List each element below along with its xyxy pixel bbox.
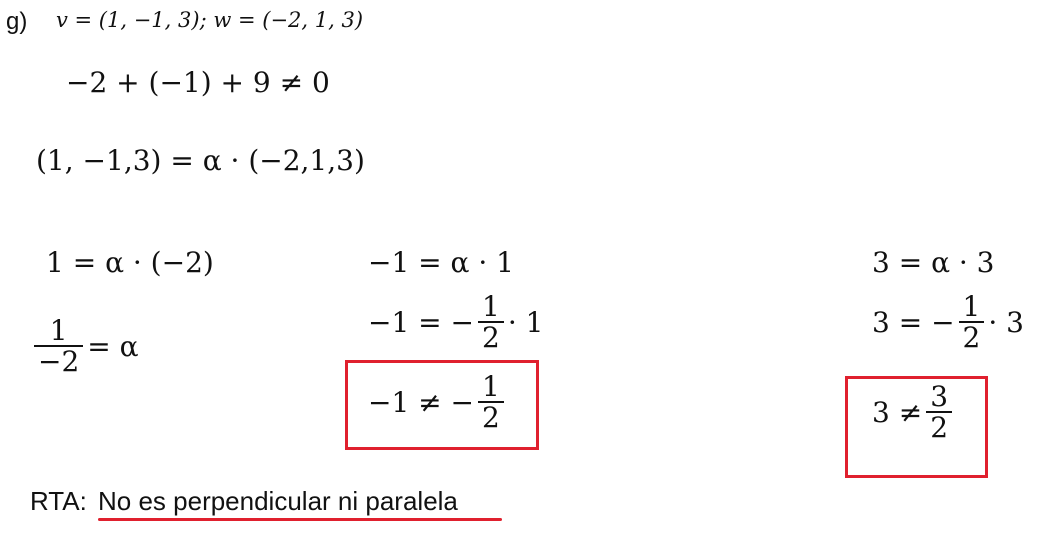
col2-eq3-denominator: 2 [478, 401, 504, 432]
col2-eq2-numerator: 1 [482, 290, 500, 323]
dot-product-equation: −2 + (−1) + 9 ≠ 0 [66, 66, 330, 99]
col3-equation-3 [872, 382, 956, 443]
col1-fraction-numerator: 1 [49, 314, 68, 347]
col2-eq2-denominator: 2 [478, 321, 504, 352]
vectors-definition: v = (1, −1, 3); w = (−2, 1, 3) [56, 8, 364, 32]
answer-text: No es perpendicular ni paralela [98, 486, 458, 516]
col3-eq3-lhs: 3 ≠ [872, 395, 923, 429]
col3-eq3-fraction [926, 382, 952, 443]
col2-eq2-lhs: −1 = − [368, 305, 474, 339]
col1-fraction-denominator: −2 [34, 345, 83, 376]
col1-fraction [34, 316, 83, 377]
col2-eq3-numerator: 1 [482, 370, 500, 403]
answer-underline [98, 518, 502, 521]
col2-eq3-fraction [478, 372, 504, 433]
col2-eq2-rhs: · 1 [507, 305, 544, 339]
col3-eq2-denominator: 2 [959, 321, 985, 352]
col3-equation-1: 3 = α · 3 [872, 246, 995, 279]
col2-eq3-lhs: −1 ≠ − [368, 385, 474, 419]
col3-eq2-fraction [959, 292, 985, 353]
col2-equation-1: −1 = α · 1 [368, 246, 514, 279]
col1-fraction-rhs: = α [87, 329, 139, 363]
item-label: g) [6, 8, 28, 35]
col3-eq3-numerator: 3 [930, 380, 949, 413]
col2-eq2-fraction [478, 292, 504, 353]
col2-equation-2 [368, 292, 543, 353]
parallel-equation: (1, −1,3) = α · (−2,1,3) [36, 144, 365, 177]
col1-fraction-equation [30, 316, 139, 377]
col1-equation-1: 1 = α · (−2) [46, 246, 214, 279]
col3-eq2-numerator: 1 [962, 290, 981, 323]
col3-eq2-rhs: · 3 [988, 305, 1024, 339]
col3-eq2-lhs: 3 = − [872, 305, 955, 339]
col3-eq3-denominator: 2 [926, 411, 952, 442]
col2-equation-3 [368, 372, 508, 433]
answer-prefix: RTA: [30, 486, 87, 516]
col3-equation-2 [872, 292, 1024, 353]
